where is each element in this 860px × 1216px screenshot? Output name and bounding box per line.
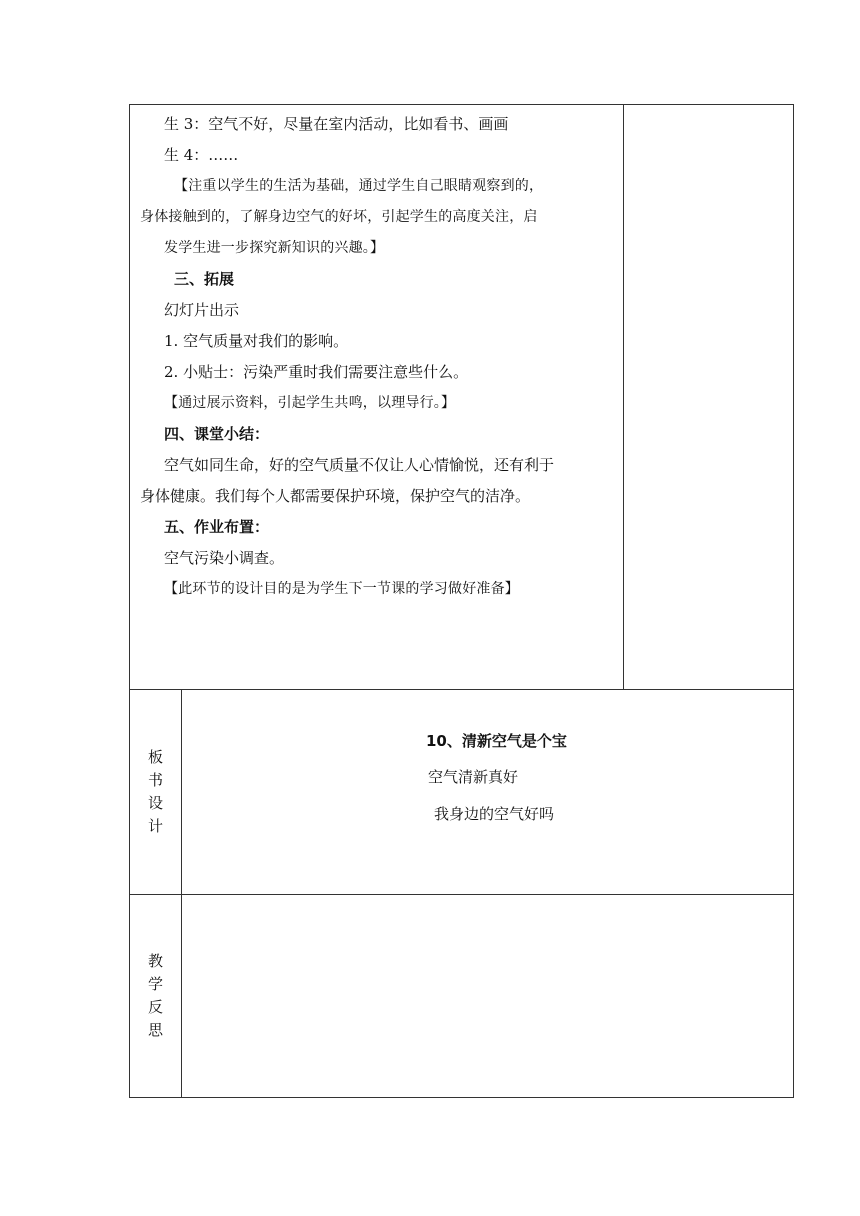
student3-answer: 生 3：空气不好，尽量在室内活动，比如看书、画画 bbox=[164, 115, 509, 133]
reflection-content bbox=[182, 895, 794, 1098]
homework-text: 空气污染小调查。 bbox=[164, 549, 285, 567]
board-title: 10、清新空气是个宝 bbox=[426, 732, 567, 750]
reflection-row bbox=[130, 895, 794, 1098]
reflection-label: 教学反思 bbox=[147, 952, 163, 1039]
design-note-2: 【通过展示资料，引起学生共鸣，以理导行。】 bbox=[164, 395, 456, 411]
board-design-label-cell bbox=[130, 690, 182, 895]
design-note-3: 【此环节的设计目的是为学生下一节课的学习做好准备】 bbox=[164, 581, 519, 597]
lesson-content-cell bbox=[130, 105, 624, 690]
lesson-plan-table bbox=[129, 104, 794, 1098]
design-note-1-line3: 发学生进一步探究新知识的兴趣。】 bbox=[164, 240, 385, 256]
notes-column-cell bbox=[624, 105, 794, 690]
slide-item-2: 2. 小贴士：污染严重时我们需要注意些什么。 bbox=[164, 363, 469, 381]
board-line-2: 我身边的空气好吗 bbox=[434, 805, 555, 823]
board-design-content bbox=[182, 690, 794, 895]
slide-item-1: 1. 空气质量对我们的影响。 bbox=[164, 332, 349, 350]
reflection-label-cell bbox=[130, 895, 182, 1098]
design-note-1-line2: 身体接触到的，了解身边空气的好坏，引起学生的高度关注，启 bbox=[140, 209, 538, 225]
student4-answer: 生 4：…… bbox=[164, 146, 239, 164]
section-3-heading: 三、拓展 bbox=[174, 270, 235, 288]
summary-line-2: 身体健康。我们每个人都需要保护环境，保护空气的洁净。 bbox=[140, 487, 531, 505]
board-design-label: 板书设计 bbox=[147, 748, 163, 835]
board-design-row bbox=[130, 690, 794, 895]
section-5-heading: 五、作业布置： bbox=[164, 518, 270, 536]
slides-intro: 幻灯片出示 bbox=[164, 301, 240, 319]
design-note-1-line1: 【注重以学生的生活为基础，通过学生自己眼睛观察到的， bbox=[174, 178, 544, 194]
section-4-heading: 四、课堂小结： bbox=[164, 425, 270, 443]
lesson-content-row bbox=[130, 105, 794, 690]
summary-line-1: 空气如同生命，好的空气质量不仅让人心情愉悦，还有利于 bbox=[164, 456, 555, 474]
board-line-1: 空气清新真好 bbox=[428, 768, 519, 786]
